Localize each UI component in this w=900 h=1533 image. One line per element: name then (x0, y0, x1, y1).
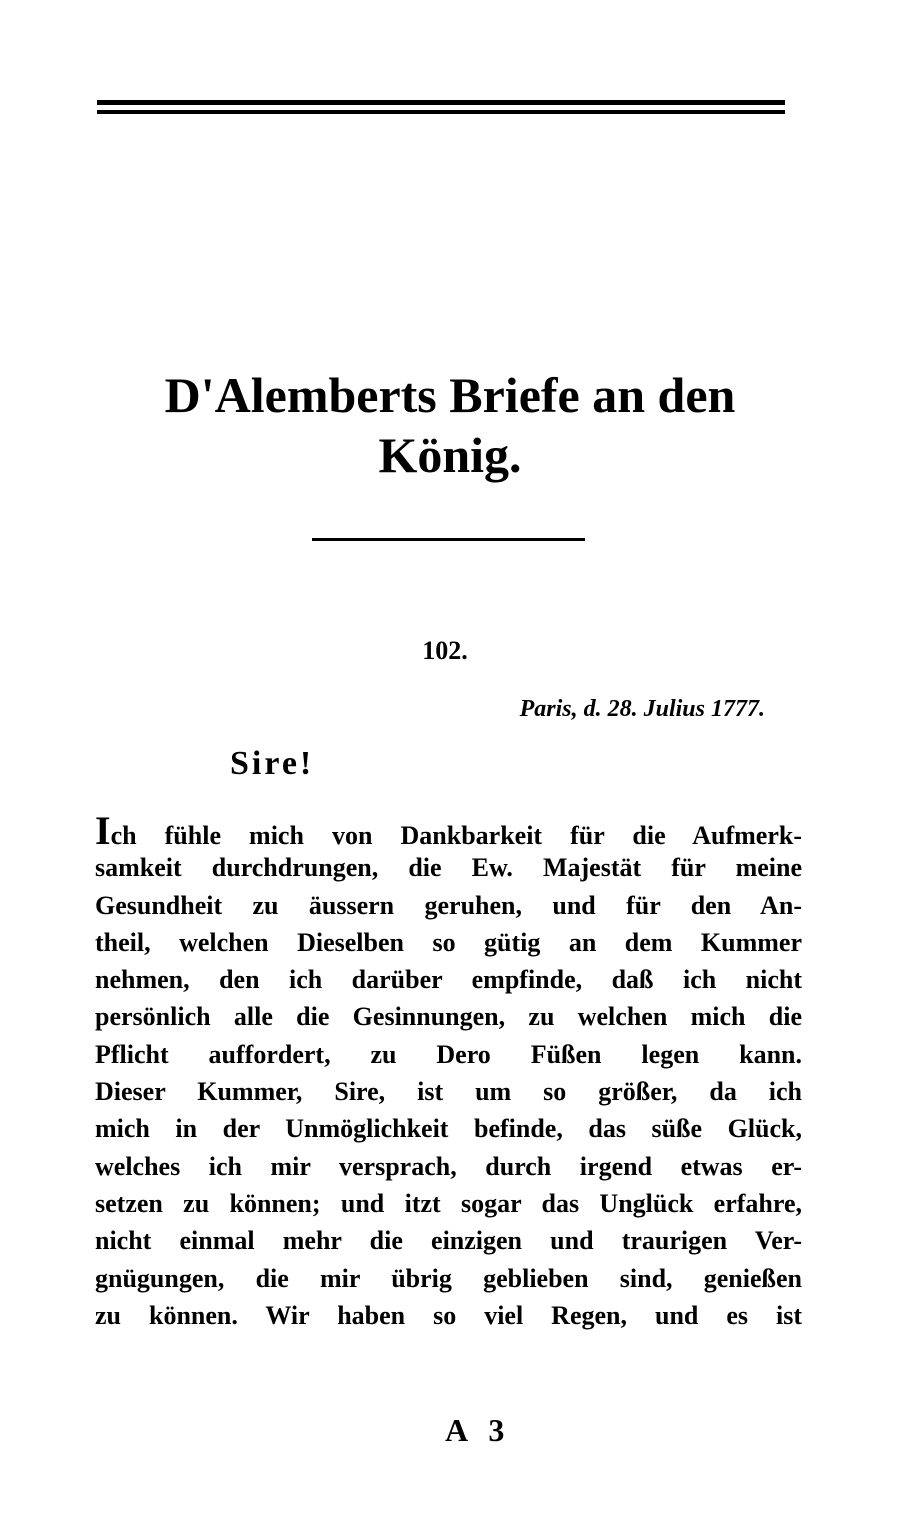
letter-body (95, 808, 802, 1334)
title-divider (312, 538, 585, 541)
chapter-title-line-2: König. (378, 427, 522, 483)
body-line: theil, welchen Dieselben so gütig an dem Kummer (95, 927, 802, 957)
body-line: Pflicht auffordert, zu Dero Füßen legen kann. (95, 1039, 802, 1069)
body-line: nehmen, den ich darüber empfinde, daß ich nicht (95, 965, 802, 995)
top-rule-thick (97, 100, 785, 105)
body-line: setzen zu können; und itzt sogar das Unglück erfahre, (95, 1188, 802, 1218)
signature-mark: A 3 (445, 1412, 505, 1448)
body-line: mich in der Unmöglichkeit befinde, das süße Glück, (95, 1114, 802, 1144)
letter-date: Paris, d. 28. Julius 1777. (519, 696, 765, 722)
body-line: Gesundheit zu äussern geruhen, und für den An- (95, 890, 802, 920)
body-line: samkeit durchdrungen, die Ew. Majestät für meine (95, 853, 802, 883)
body-line: welches ich mir versprach, durch irgend etwas er- (95, 1151, 802, 1181)
body-line: nicht einmal mehr die einzigen und traurigen Ver- (95, 1226, 802, 1256)
salutation: Sire! (230, 745, 315, 782)
body-line: Ich fühle mich von Dankbarkeit für die Aufmerk- (95, 808, 802, 853)
body-line: zu können. Wir haben so viel Regen, und es ist (95, 1300, 802, 1330)
body-line: gnügungen, die mir übrig geblieben sind, genießen (95, 1263, 802, 1293)
body-line: persönlich alle die Gesinnungen, zu welchen mich die (95, 1002, 802, 1032)
top-rule-thin (97, 110, 785, 114)
letter-number: 102. (422, 636, 468, 665)
body-line: Dieser Kummer, Sire, ist um so größer, da ich (95, 1077, 802, 1107)
chapter-title-line-1: D'Alemberts Briefe an den (164, 367, 736, 423)
